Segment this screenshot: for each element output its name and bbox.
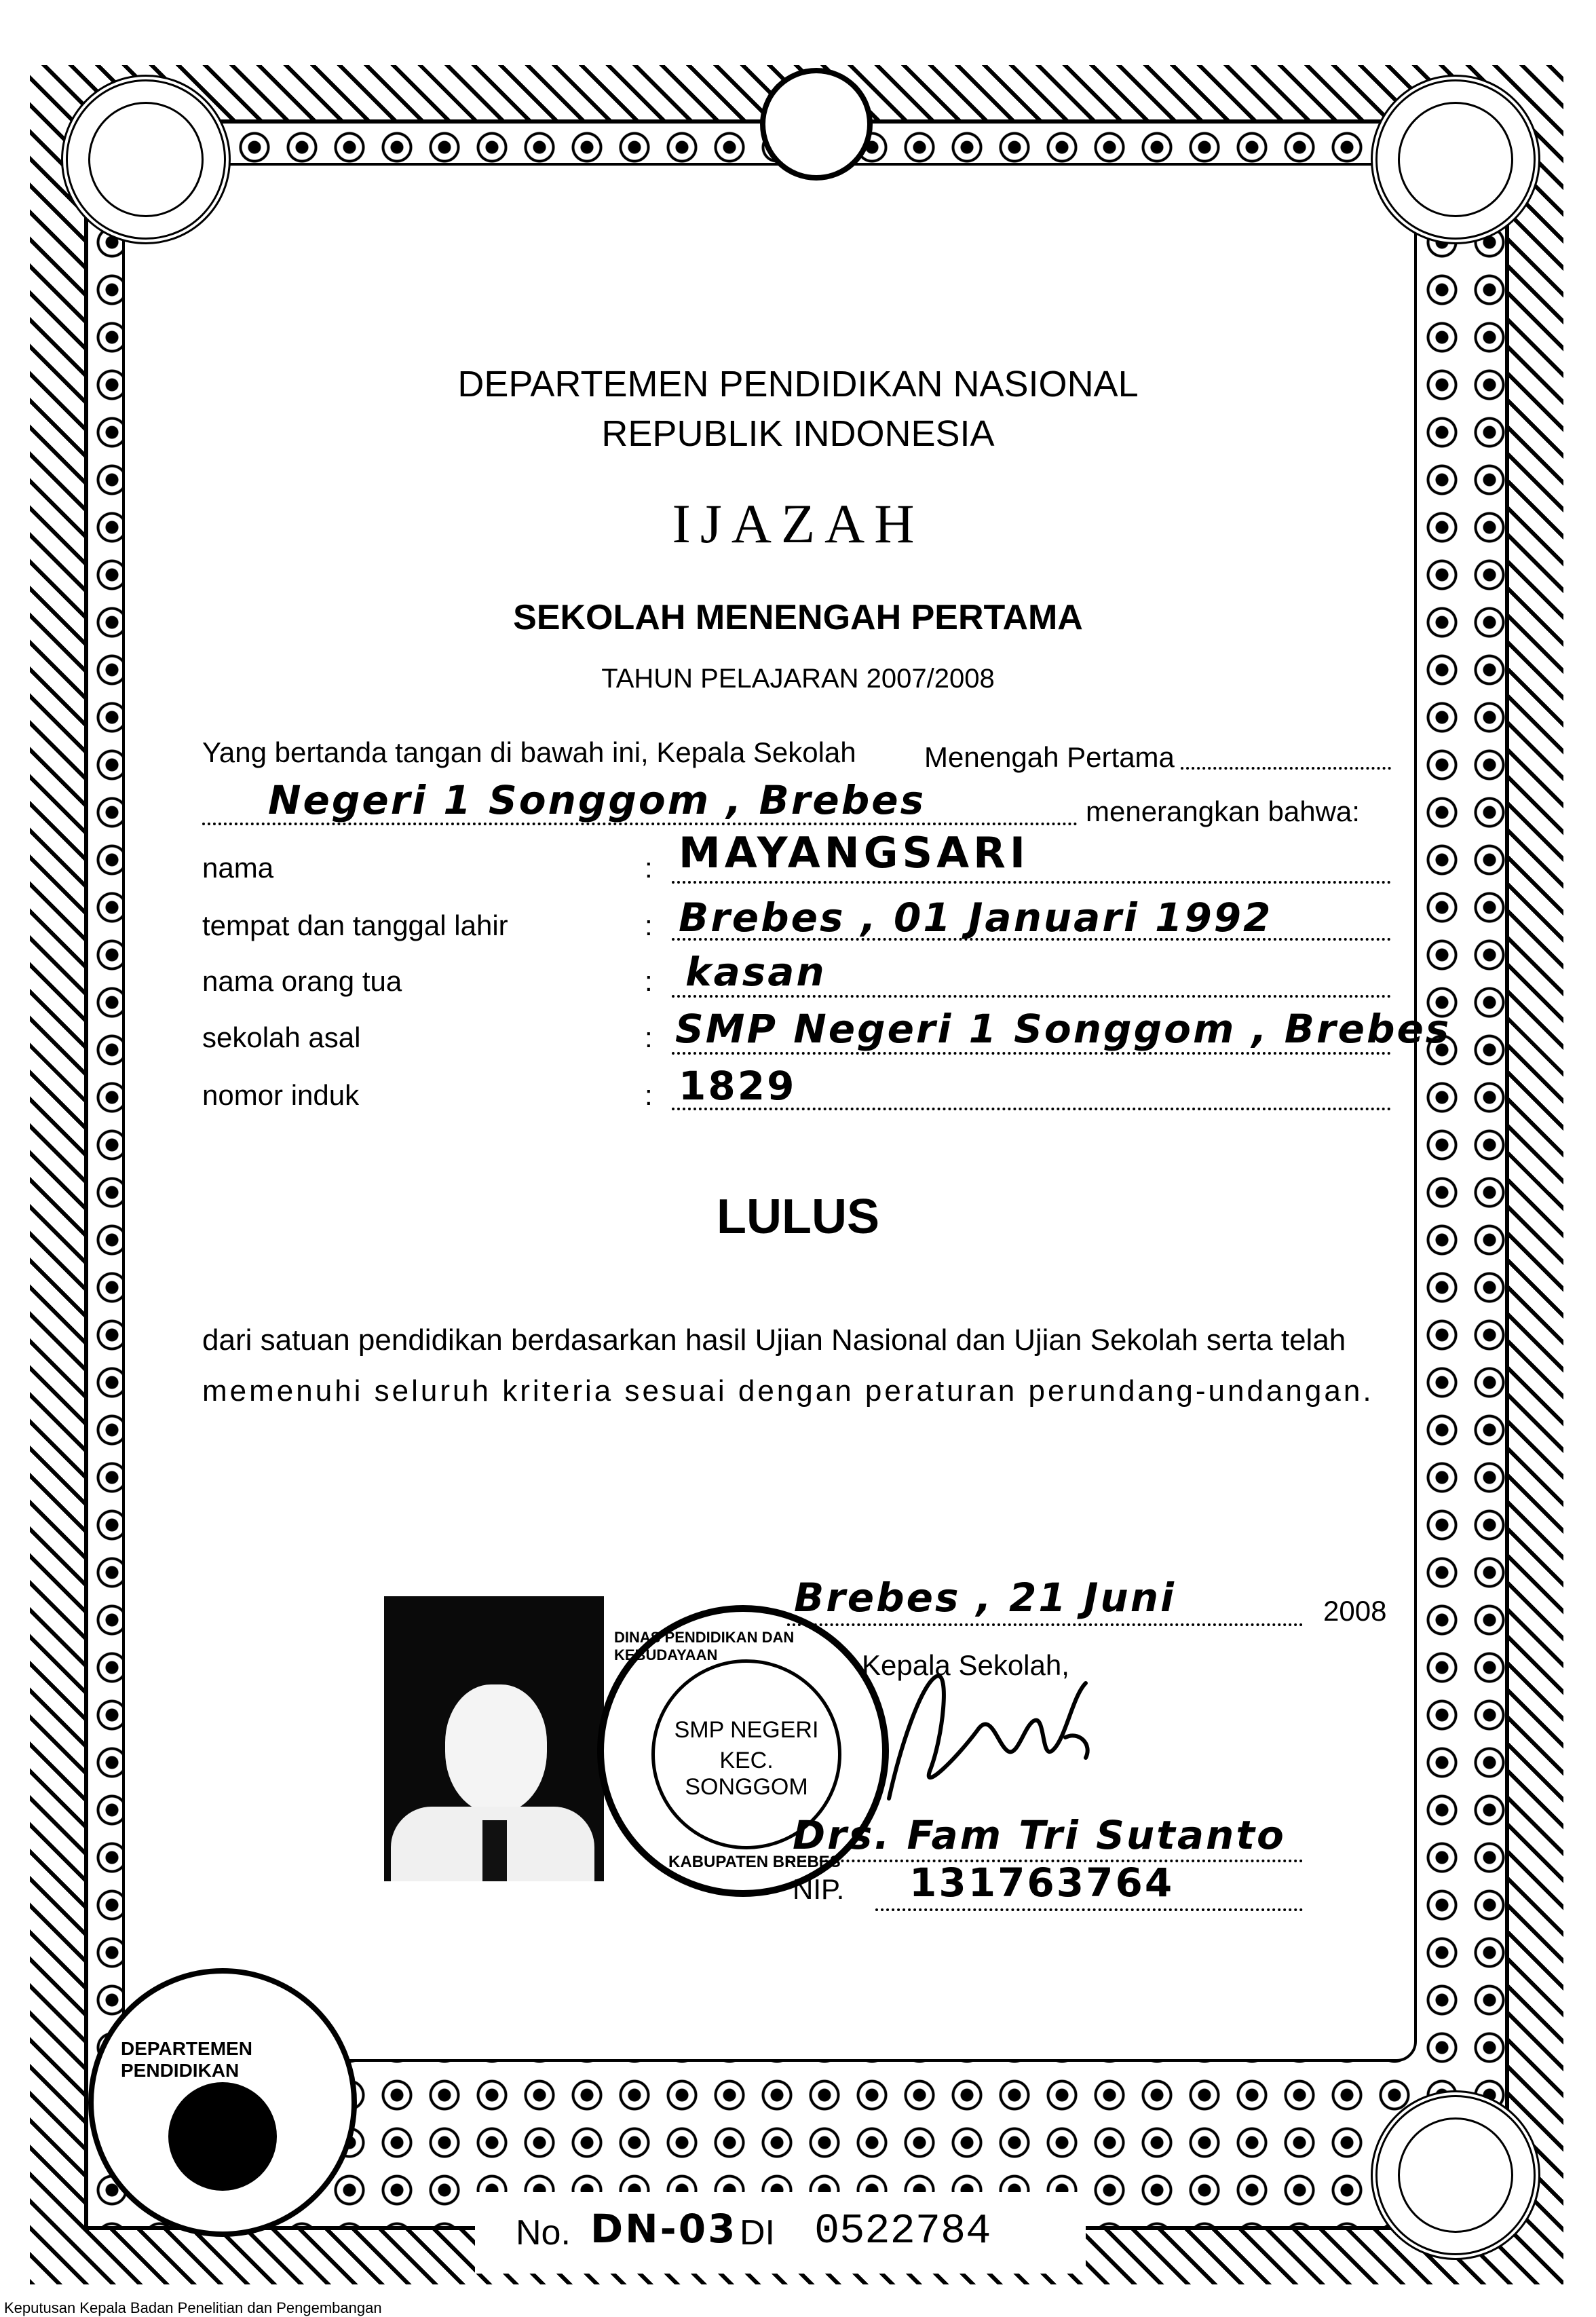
top-medallion bbox=[760, 68, 873, 181]
stamp-ring-top: DINAS PENDIDIKAN DAN KEBUDAYAAN bbox=[614, 1629, 795, 1663]
academic-year: TAHUN PELAJARAN 2007/2008 bbox=[601, 664, 995, 694]
nip-value: 131763764 bbox=[909, 1860, 1175, 1906]
serial-code: DN-03 bbox=[590, 2206, 738, 2252]
field-value-nomor-induk: 1829 bbox=[679, 1063, 797, 1109]
field-label-orang-tua: nama orang tua bbox=[202, 965, 402, 997]
country-name: REPUBLIK INDONESIA bbox=[601, 413, 995, 454]
statement-line-1: dari satuan pendidikan berdasarkan hasil Ujian Nasional dan Ujian Sekolah serta telah bbox=[202, 1323, 1346, 1357]
field-dots-sekolah-asal bbox=[672, 1052, 1391, 1055]
stamp-line-2: KEC. SONGGOM bbox=[685, 1748, 808, 1800]
intro-level-dots bbox=[1181, 767, 1391, 770]
signatory-name: Drs. Fam Tri Sutanto bbox=[793, 1812, 1286, 1858]
department-name: DEPARTEMEN PENDIDIKAN NASIONAL bbox=[457, 364, 1139, 404]
field-colon: : bbox=[645, 852, 653, 884]
field-dots-nomor-induk bbox=[672, 1108, 1391, 1110]
photo-face bbox=[445, 1684, 547, 1813]
emblem-logo-icon bbox=[168, 2082, 277, 2191]
emblem-text: DEPARTEMEN PENDIDIKAN bbox=[121, 2038, 252, 2081]
intro-suffix: menerangkan bahwa: bbox=[1086, 795, 1360, 827]
nip-label: NIP. bbox=[793, 1873, 845, 1905]
stamp-ring-bottom: KABUPATEN BREBES bbox=[668, 1853, 841, 1871]
field-colon: : bbox=[645, 1021, 653, 1053]
serial-number-area bbox=[475, 2192, 1086, 2274]
school-level: SEKOLAH MENENGAH PERTAMA bbox=[513, 598, 1083, 637]
issue-place-date: Brebes , 21 Juni bbox=[794, 1575, 1176, 1621]
field-dots-orang-tua bbox=[672, 995, 1391, 998]
field-value-sekolah-asal: SMP Negeri 1 Songgom , Brebes bbox=[675, 1006, 1451, 1052]
field-label-nomor-induk: nomor induk bbox=[202, 1079, 360, 1111]
field-colon: : bbox=[645, 909, 653, 941]
field-colon: : bbox=[645, 965, 653, 997]
corner-medallion-bottom-right bbox=[1371, 2090, 1540, 2260]
stamp-line-1: SMP NEGERI bbox=[674, 1717, 819, 1743]
field-value-ttl: Brebes , 01 Januari 1992 bbox=[679, 894, 1273, 941]
nip-dots bbox=[875, 1908, 1303, 1911]
field-colon: : bbox=[645, 1079, 653, 1111]
serial-label: No. bbox=[516, 2213, 571, 2253]
result-status: LULUS bbox=[717, 1190, 879, 1244]
certificate-title: IJAZAH bbox=[672, 493, 924, 554]
footer-note: Keputusan Kepala Badan Penelitian dan Pengembangan bbox=[4, 2299, 382, 2316]
field-value-nama: MAYANGSARI bbox=[679, 828, 1029, 878]
issue-date-dots bbox=[787, 1623, 1303, 1626]
issue-year: 2008 bbox=[1323, 1595, 1387, 1627]
education-emblem bbox=[88, 1968, 357, 2237]
corner-medallion-top-left bbox=[61, 75, 231, 244]
field-label-sekolah-asal: sekolah asal bbox=[202, 1021, 361, 1053]
student-photo bbox=[384, 1596, 604, 1881]
serial-number: 0522784 bbox=[814, 2207, 991, 2255]
intro-level: Menengah Pertama bbox=[924, 741, 1175, 773]
intro-text: Yang bertanda tangan di bawah ini, Kepala Sekolah bbox=[202, 736, 856, 768]
corner-medallion-top-right bbox=[1371, 75, 1540, 244]
signature-scribble bbox=[862, 1656, 1106, 1812]
photo-tie bbox=[482, 1820, 507, 1881]
signatory-role: Kepala Sekolah, bbox=[862, 1649, 1069, 1681]
field-value-orang-tua: kasan bbox=[685, 949, 826, 995]
field-label-nama: nama bbox=[202, 852, 274, 884]
field-dots-ttl bbox=[672, 938, 1391, 941]
school-name-value: Negeri 1 Songgom , Brebes bbox=[268, 777, 926, 823]
statement-line-2: memenuhi seluruh kriteria sesuai dengan peraturan perundang-undangan. bbox=[202, 1374, 1374, 1408]
field-dots-nama bbox=[672, 881, 1391, 884]
field-label-ttl: tempat dan tanggal lahir bbox=[202, 909, 508, 941]
serial-suffix: DI bbox=[740, 2213, 775, 2253]
